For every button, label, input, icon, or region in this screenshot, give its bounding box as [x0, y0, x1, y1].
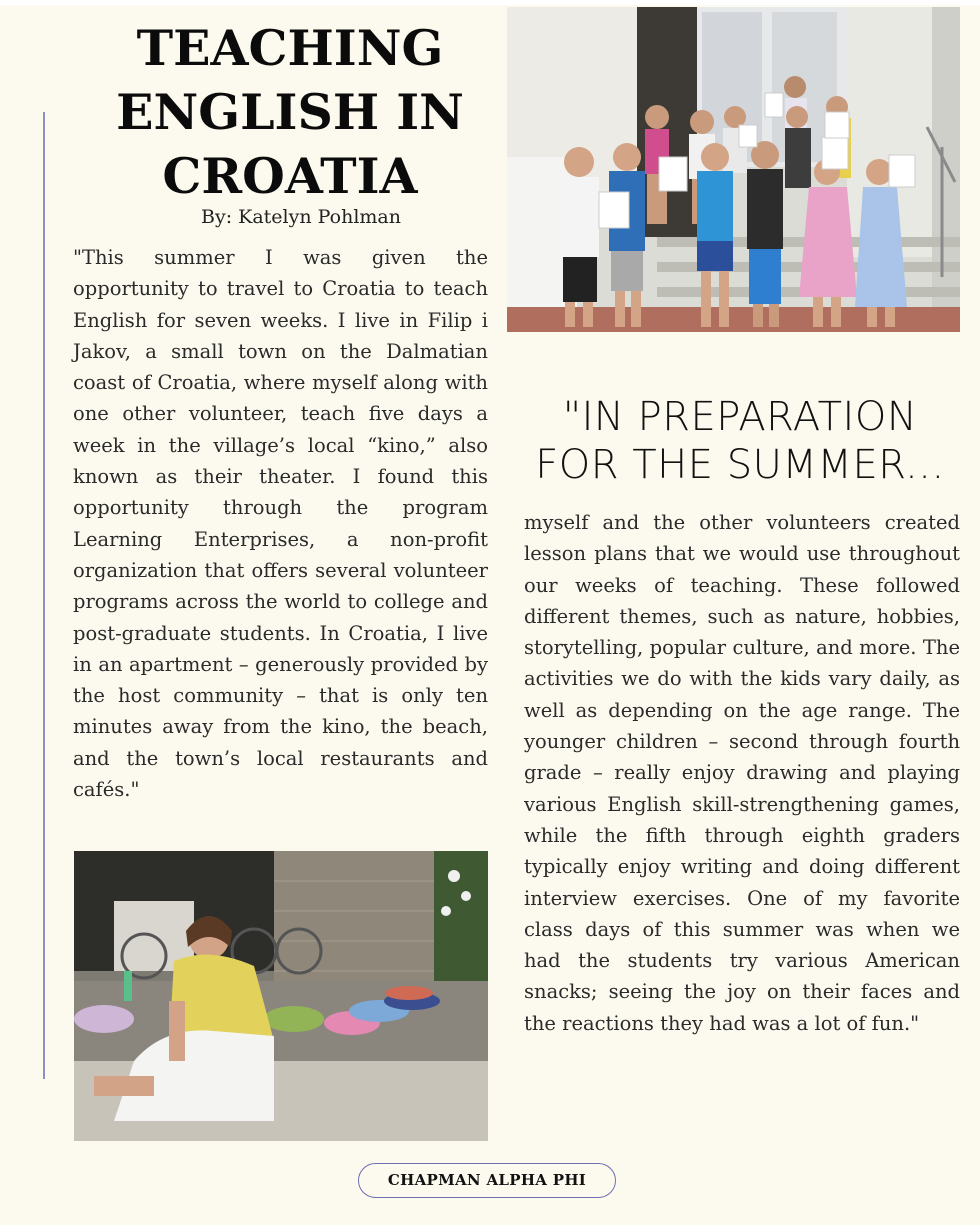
article-title: TEACHING ENGLISH IN CROATIA [116, 19, 464, 205]
right-column-text: myself and the other volunteers created lesson plans that we would use throughout our weeks of teaching. These followed different themes, such as nature, hobbies, storytelling, popular culture, and more. The activities we do with the kids vary daily, as well as depending on the age range. The younger children – second through fourth grade – really enjoy drawing and playing various English skill-strengthening games, while the fifth through eighth graders typically enjoy writing and doing different interview exercises. One of my favorite class days of this summer was when we had the students try various American snacks; seeing the joy on their faces and the reactions they had was a lot of fun." [524, 511, 960, 1035]
footer-badge: CHAPMAN ALPHA PHI [358, 1163, 616, 1198]
article-byline: By: Katelyn Pohlman [201, 206, 401, 228]
author-photo [74, 851, 488, 1141]
pull-quote: "IN PREPARATION FOR THE SUMMER... [535, 394, 945, 488]
top-strip [0, 0, 980, 5]
accent-divider [43, 112, 45, 1079]
students-group-photo [507, 7, 960, 332]
left-column-text: "This summer I was given the opportunity to travel to Croatia to teach English for seven weeks. I live in Filip i Jakov, a small town on the Dalmatian coast of Croatia, where myself along with one other volunteer, teach five days a week in the village’s local “kino,” also known as their theater. I found this opportunity through the program Learning Enterprises, a non-profit organization that offers several volunteer programs across the world to college and post-graduate students. In Croatia, I live in an apartment – generously provided by the host community – that is only ten minutes away from the kino, the beach, and the town’s local restaurants and cafés." [73, 246, 488, 802]
